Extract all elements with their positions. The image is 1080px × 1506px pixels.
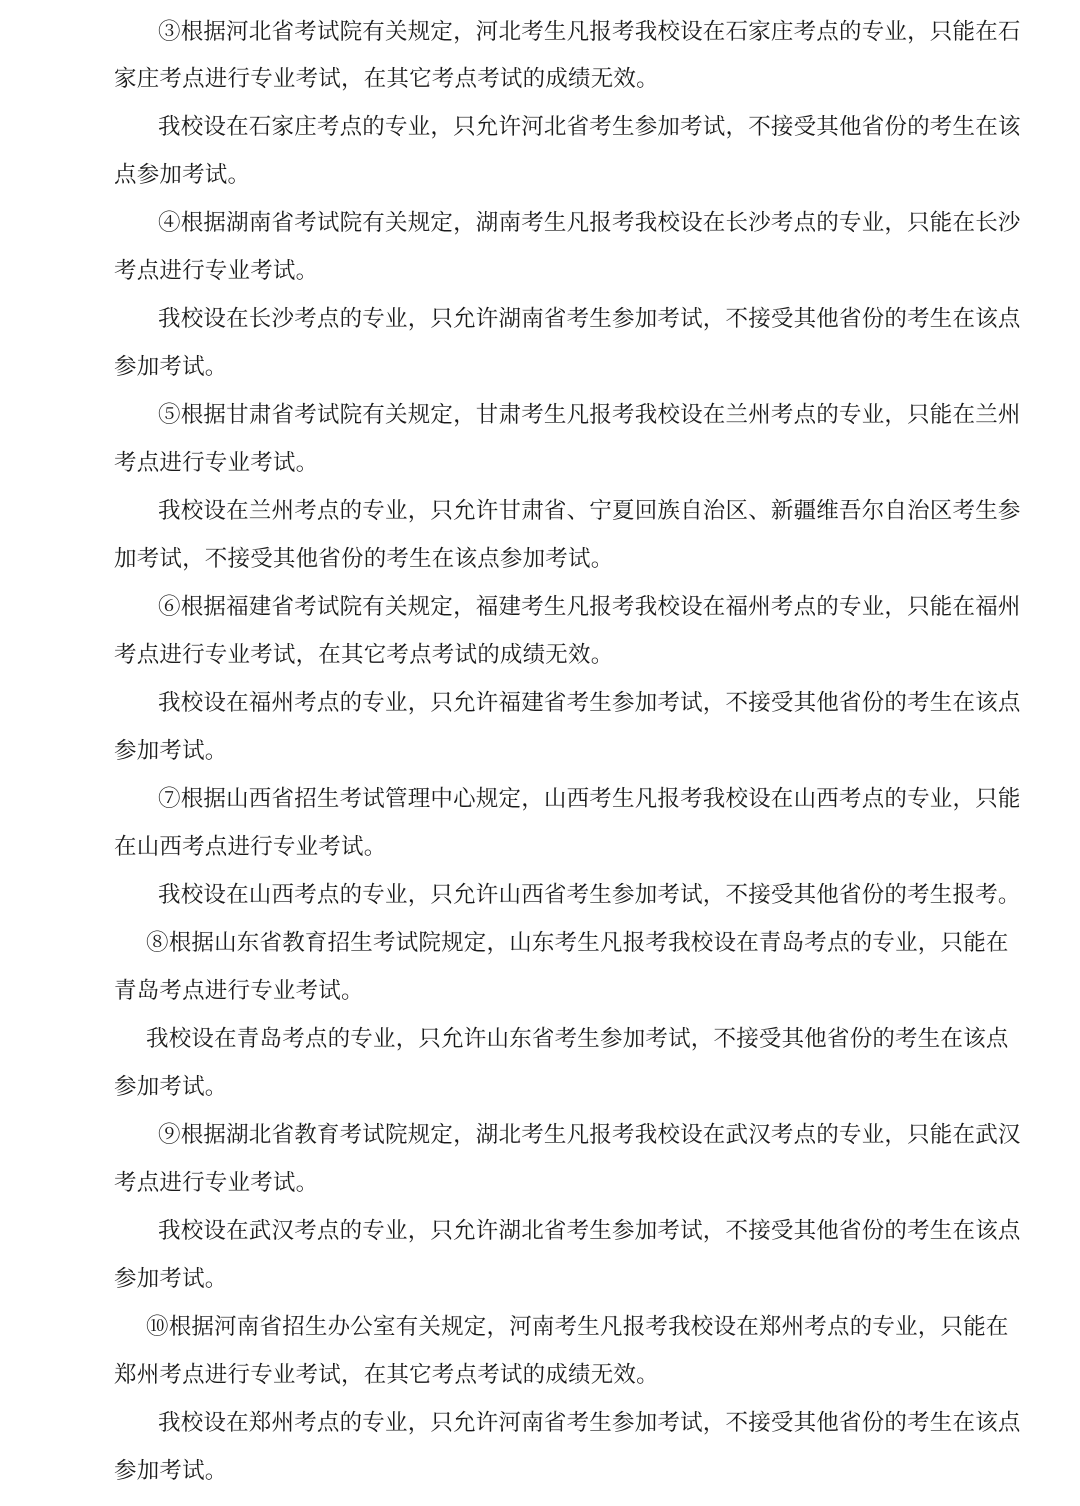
text-line: 青岛考点进行专业考试。 (114, 978, 364, 1004)
text-line: ④根据湖南省考试院有关规定，湖南考生凡报考我校设在长沙考点的专业，只能在长沙 (158, 210, 1021, 236)
text-line: ⑩根据河南省招生办公室有关规定，河南考生凡报考我校设在郑州考点的专业，只能在 (146, 1314, 1009, 1340)
text-line: 考点进行专业考试。 (114, 450, 319, 476)
text-line: 考点进行专业考试。 (114, 258, 319, 284)
text-line: 我校设在石家庄考点的专业，只允许河北省考生参加考试，不接受其他省份的考生在该 (158, 114, 1021, 140)
text-line: ⑦根据山西省招生考试管理中心规定，山西考生凡报考我校设在山西考点的专业，只能 (158, 786, 1021, 812)
text-line: 参加考试。 (114, 1458, 228, 1484)
text-line: 加考试，不接受其他省份的考生在该点参加考试。 (114, 546, 614, 572)
text-line: 我校设在长沙考点的专业，只允许湖南省考生参加考试，不接受其他省份的考生在该点 (158, 306, 1021, 332)
text-line: 参加考试。 (114, 738, 228, 764)
text-line: 我校设在武汉考点的专业，只允许湖北省考生参加考试，不接受其他省份的考生在该点 (158, 1218, 1021, 1244)
text-line: 考点进行专业考试，在其它考点考试的成绩无效。 (114, 642, 614, 668)
text-line: 我校设在山西考点的专业，只允许山西省考生参加考试，不接受其他省份的考生报考。 (158, 882, 1021, 908)
text-line: 我校设在青岛考点的专业，只允许山东省考生参加考试，不接受其他省份的考生在该点 (146, 1026, 1009, 1052)
text-line: 参加考试。 (114, 1266, 228, 1292)
text-line: ⑧根据山东省教育招生考试院规定，山东考生凡报考我校设在青岛考点的专业，只能在 (146, 930, 1009, 956)
text-line: 参加考试。 (114, 354, 228, 380)
text-line: 我校设在福州考点的专业，只允许福建省考生参加考试，不接受其他省份的考生在该点 (158, 690, 1021, 716)
text-line: 参加考试。 (114, 1074, 228, 1100)
text-line: ⑤根据甘肃省考试院有关规定，甘肃考生凡报考我校设在兰州考点的专业，只能在兰州 (158, 402, 1021, 428)
text-line: 考点进行专业考试。 (114, 1170, 319, 1196)
text-line: 点参加考试。 (114, 162, 251, 188)
text-line: ⑥根据福建省考试院有关规定，福建考生凡报考我校设在福州考点的专业，只能在福州 (158, 594, 1021, 620)
text-line: 家庄考点进行专业考试，在其它考点考试的成绩无效。 (114, 66, 659, 92)
text-line: ⑨根据湖北省教育考试院规定，湖北考生凡报考我校设在武汉考点的专业，只能在武汉 (158, 1122, 1021, 1148)
text-line: ③根据河北省考试院有关规定，河北考生凡报考我校设在石家庄考点的专业，只能在石 (158, 19, 1021, 45)
text-line: 在山西考点进行专业考试。 (114, 834, 387, 860)
text-line: 我校设在兰州考点的专业，只允许甘肃省、宁夏回族自治区、新疆维吾尔自治区考生参 (158, 498, 1021, 524)
text-line: 我校设在郑州考点的专业，只允许河南省考生参加考试，不接受其他省份的考生在该点 (158, 1410, 1021, 1436)
text-line: 郑州考点进行专业考试，在其它考点考试的成绩无效。 (114, 1362, 659, 1388)
